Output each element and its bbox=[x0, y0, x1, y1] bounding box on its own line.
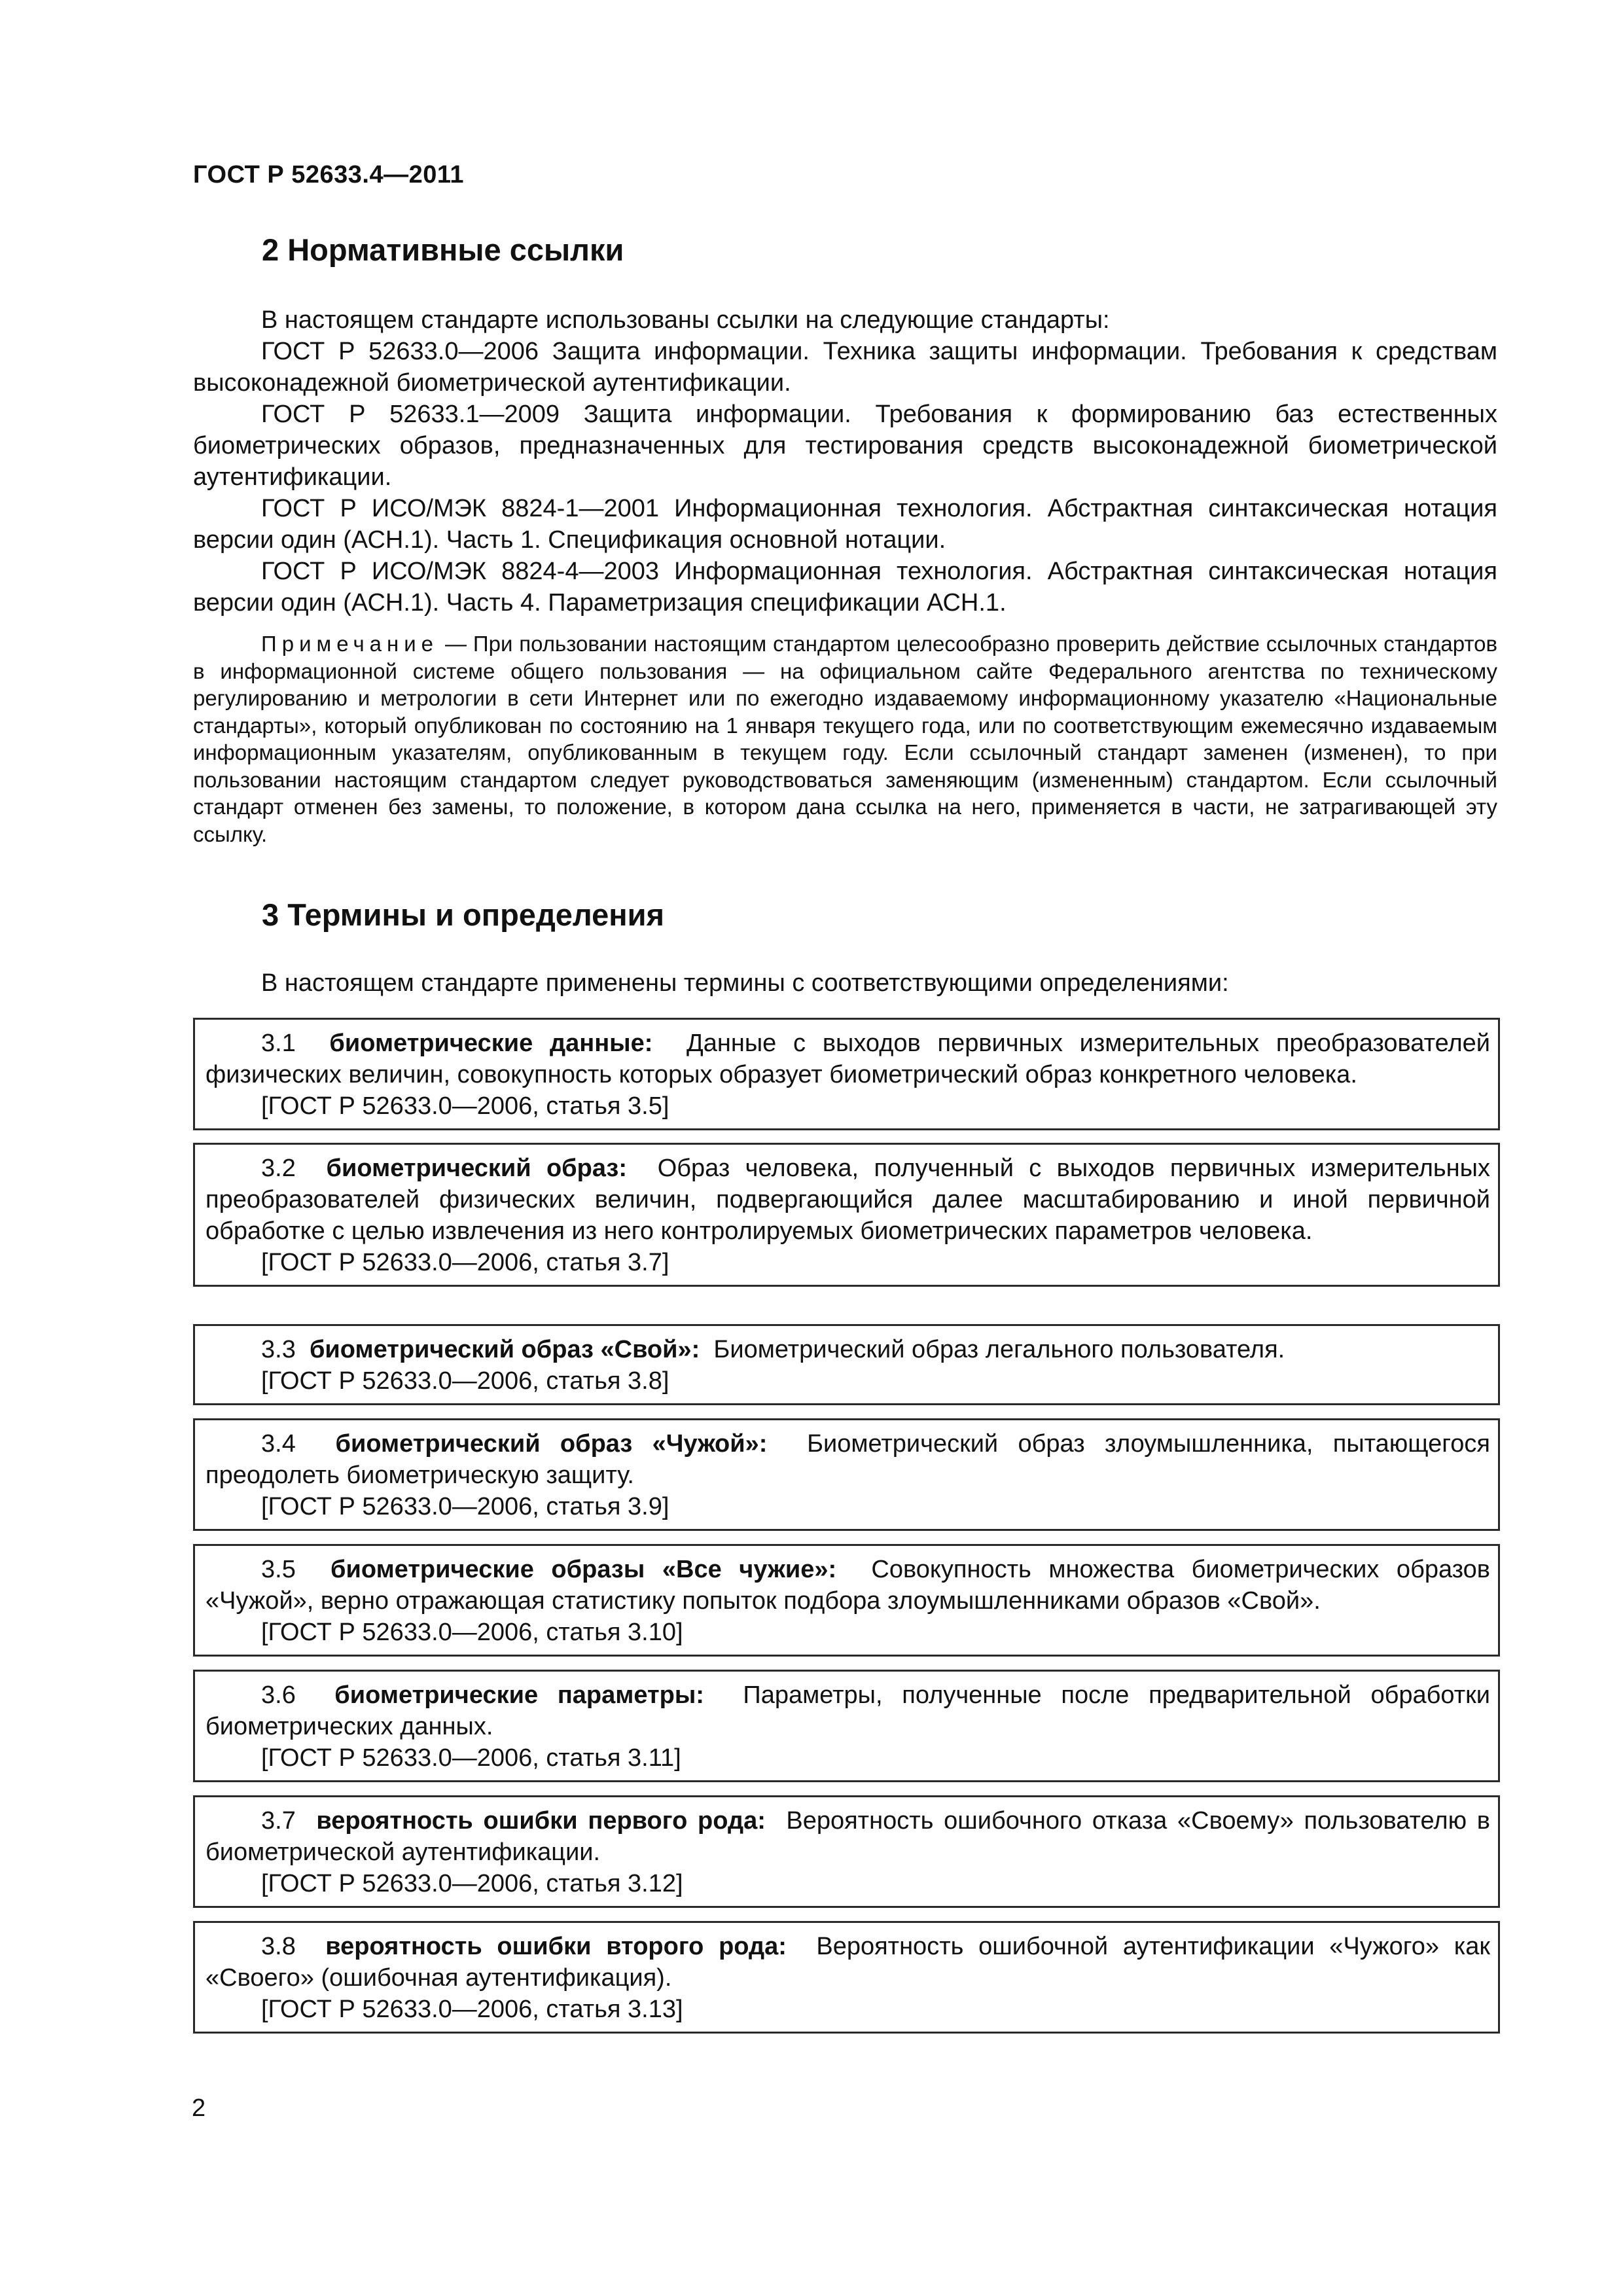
term-entry bbox=[193, 1418, 1500, 1531]
note-text: — При пользовании настоящим стандартом целесообразно проверить действие ссылочных стандартов в информационной системе общего пользования — на официальном сайте Федерального агентства по техническому регулированию и метрологии в сети Интернет или по ежегодно издаваемому информационному указателю «Национальные стандарты», который опубликован по состоянию на 1 января текущего года, или по соответствующим ежемесячно издаваемым информационным указателям, опубликованным в текущем году. Если ссылочный стандарт заменен (изменен), то при пользовании настоящим стандартом следует руководствоваться заменяющим (измененным) стандартом. Если ссылочный стандарт отменен без замены, то положение, в котором дана ссылка на него, применяется в части, не затрагивающей эту ссылку. bbox=[193, 632, 1497, 846]
term-title: биометрические параметры: bbox=[334, 1681, 704, 1709]
term-title: вероятность ошибки первого рода: bbox=[316, 1807, 766, 1835]
document-header: ГОСТ Р 52633.4—2011 bbox=[193, 161, 465, 188]
term-title: биометрические образы «Все чужие»: bbox=[330, 1556, 837, 1583]
term-entry bbox=[193, 1670, 1500, 1782]
term-source: [ГОСТ Р 52633.0—2006, статья 3.11] bbox=[261, 1744, 681, 1772]
term-entry bbox=[193, 1324, 1500, 1405]
term-source: [ГОСТ Р 52633.0—2006, статья 3.10] bbox=[261, 1619, 683, 1646]
term-definition bbox=[205, 1028, 1490, 1090]
term-text: Образ человека, полученный с выходов первичных измерительных преобразователей физических величин, подвергающийся далее масштабированию и иной первичной обработке с целью извлечения из него контролируемых биометрических параметров человека. bbox=[205, 1155, 1490, 1245]
term-number: 3.5 bbox=[261, 1556, 296, 1583]
term-text: Вероятность ошибочной аутентификации «Чужого» как «Своего» (ошибочная аутентификация). bbox=[205, 1933, 1490, 1992]
section-3-intro: В настоящем стандарте применены термины с соответствующими определениями: bbox=[261, 969, 1229, 997]
note-label: Примечание bbox=[261, 632, 439, 656]
term-title: биометрический образ «Свой»: bbox=[309, 1336, 700, 1363]
section-3-title: 3 Термины и определения bbox=[262, 897, 664, 932]
term-source: [ГОСТ Р 52633.0—2006, статья 3.7] bbox=[261, 1249, 669, 1276]
term-entry bbox=[193, 1143, 1500, 1287]
term-text: Биометрический образ легального пользователя. bbox=[713, 1336, 1285, 1363]
term-entry bbox=[193, 1795, 1500, 1908]
term-definition bbox=[205, 1334, 1490, 1365]
term-title: биометрический образ: bbox=[326, 1155, 627, 1182]
note-paragraph bbox=[193, 630, 1497, 848]
term-definition bbox=[205, 1679, 1490, 1742]
term-text: Совокупность множества биометрических образов «Чужой», верно отражающая статистику попыток подбора злоумышленниками образов «Свой». bbox=[205, 1556, 1490, 1615]
term-number: 3.1 bbox=[261, 1030, 296, 1057]
term-entry bbox=[193, 1921, 1500, 2034]
section-2-title: 2 Нормативные ссылки bbox=[262, 232, 624, 267]
term-definition bbox=[205, 1428, 1490, 1491]
term-source: [ГОСТ Р 52633.0—2006, статья 3.5] bbox=[261, 1092, 669, 1120]
term-source: [ГОСТ Р 52633.0—2006, статья 3.8] bbox=[261, 1367, 669, 1395]
term-entry bbox=[193, 1018, 1500, 1130]
page-number: 2 bbox=[192, 2094, 206, 2122]
term-text: Данные с выходов первичных измерительных преобразователей физических величин, совокупность которых образует биометрический образ конкретного человека. bbox=[205, 1030, 1490, 1088]
normative-reference: ГОСТ Р ИСО/МЭК 8824-4—2003 Информационная технология. Абстрактная синтаксическая нотация версии один (АСН.1). Часть 4. Параметризация спецификации АСН.1. bbox=[193, 558, 1497, 617]
term-entry bbox=[193, 1544, 1500, 1657]
term-number: 3.8 bbox=[261, 1933, 296, 1960]
term-definition bbox=[205, 1554, 1490, 1617]
term-source: [ГОСТ Р 52633.0—2006, статья 3.13] bbox=[261, 1996, 683, 2023]
normative-reference: ГОСТ Р 52633.1—2009 Защита информации. Требования к формированию баз естественных биометрических образов, предназначенных для тестирования средств высоконадежной биометрической аутентификации. bbox=[193, 401, 1497, 491]
term-text: Вероятность ошибочного отказа «Своему» пользователю в биометрической аутентификации. bbox=[205, 1807, 1490, 1866]
term-title: биометрические данные: bbox=[329, 1030, 653, 1057]
normative-reference: ГОСТ Р ИСО/МЭК 8824-1—2001 Информационная технология. Абстрактная синтаксическая нотация версии один (АСН.1). Часть 1. Спецификация основной нотации. bbox=[193, 495, 1497, 554]
term-text: Биометрический образ злоумышленника, пытающегося преодолеть биометрическую защиту. bbox=[205, 1430, 1490, 1489]
term-title: вероятность ошибки второго рода: bbox=[325, 1933, 787, 1960]
section-2-intro: В настоящем стандарте использованы ссылки на следующие стандарты: bbox=[261, 306, 1110, 334]
term-number: 3.4 bbox=[261, 1430, 296, 1458]
term-number: 3.2 bbox=[261, 1155, 296, 1182]
term-source: [ГОСТ Р 52633.0—2006, статья 3.9] bbox=[261, 1493, 669, 1520]
term-source: [ГОСТ Р 52633.0—2006, статья 3.12] bbox=[261, 1870, 683, 1897]
term-definition bbox=[205, 1153, 1490, 1247]
term-definition bbox=[205, 1805, 1490, 1868]
section-2-body bbox=[193, 304, 1497, 619]
term-number: 3.7 bbox=[261, 1807, 296, 1835]
term-title: биометрический образ «Чужой»: bbox=[335, 1430, 768, 1458]
term-number: 3.3 bbox=[261, 1336, 296, 1363]
term-definition bbox=[205, 1931, 1490, 1994]
term-number: 3.6 bbox=[261, 1681, 296, 1709]
note-block bbox=[193, 630, 1497, 848]
term-text: Параметры, полученные после предварительной обработки биометрических данных. bbox=[205, 1681, 1490, 1740]
normative-reference: ГОСТ Р 52633.0—2006 Защита информации. Техника защиты информации. Требования к средствам высоконадежной биометрической аутентификации. bbox=[193, 338, 1497, 397]
